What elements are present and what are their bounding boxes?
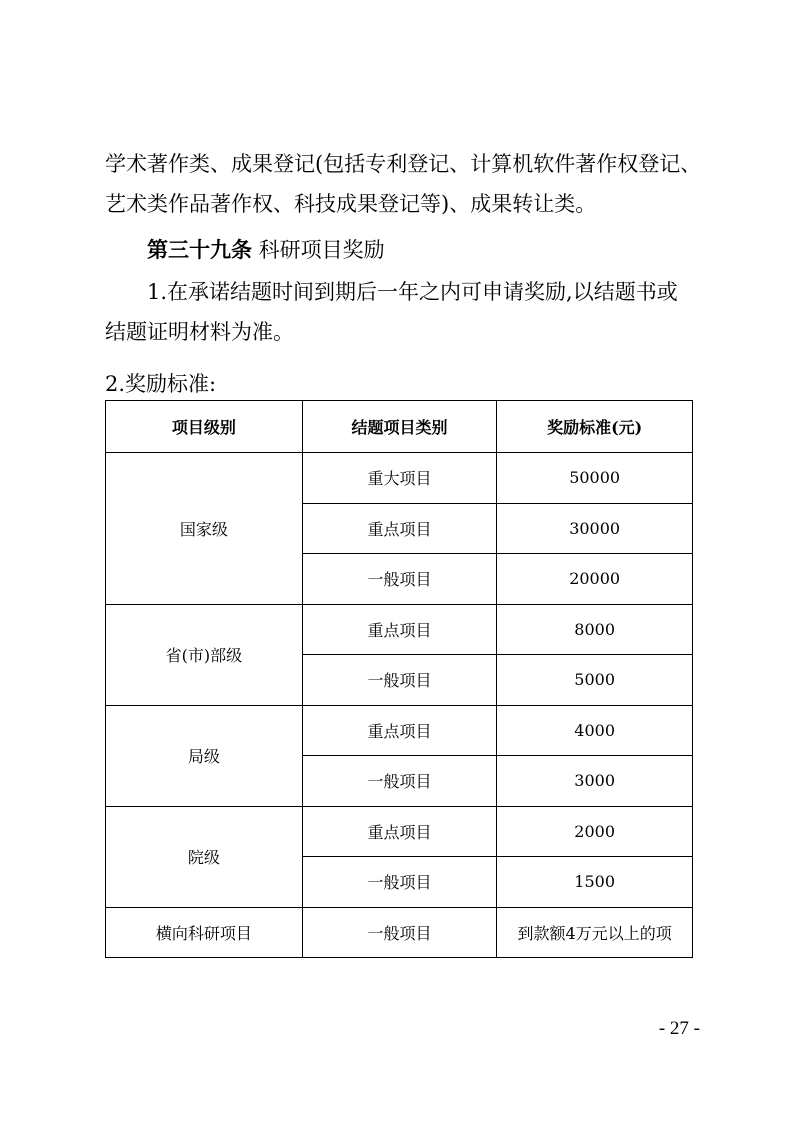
amount-cell: 到款额4万元以上的项: [497, 907, 693, 958]
paragraph-award-standard-label: 2.奖励标准:: [105, 372, 217, 396]
category-cell: 一般项目: [302, 655, 497, 706]
table-header-row: [106, 401, 693, 453]
table-row: [106, 907, 693, 958]
level-cell: 院级: [106, 806, 303, 907]
category-cell: 一般项目: [302, 857, 497, 908]
category-cell: 重点项目: [302, 806, 497, 857]
amount-cell: 2000: [497, 806, 693, 857]
award-standard-table: [105, 400, 693, 958]
paragraph-application-rule: [105, 272, 705, 352]
amount-cell: 50000: [497, 453, 693, 504]
table-row: [106, 604, 693, 655]
page-number: - 27 -: [658, 1018, 700, 1039]
level-cell: 横向科研项目: [106, 907, 303, 958]
header-level: 项目级别: [106, 401, 303, 453]
level-cell: 国家级: [106, 453, 303, 605]
category-cell: 重点项目: [302, 604, 497, 655]
paragraph-achievement-types: [105, 144, 705, 224]
amount-cell: 1500: [497, 857, 693, 908]
header-amount: 奖励标准(元): [497, 401, 693, 453]
amount-cell: 4000: [497, 705, 693, 756]
article-number: 第三十九条: [147, 237, 252, 262]
amount-cell: 3000: [497, 756, 693, 807]
article-title: 科研项目奖励: [258, 238, 385, 262]
table-row: [106, 453, 693, 504]
amount-cell: 20000: [497, 554, 693, 605]
text-line: 结题证明材料为准。: [105, 320, 294, 344]
category-cell: 重点项目: [302, 705, 497, 756]
level-cell: 局级: [106, 705, 303, 806]
category-cell: 重点项目: [302, 503, 497, 554]
text-line: 1.在承诺结题时间到期后一年之内可申请奖励,以结题书或: [147, 280, 678, 304]
text-line: 学术著作类、成果登记(包括专利登记、计算机软件著作权登记、: [105, 152, 702, 176]
text-line: 艺术类作品著作权、科技成果登记等)、成果转让类。: [105, 192, 597, 216]
amount-cell: 30000: [497, 503, 693, 554]
table-row: [106, 806, 693, 857]
category-cell: 一般项目: [302, 756, 497, 807]
category-cell: 一般项目: [302, 907, 497, 958]
header-category: 结题项目类别: [302, 401, 497, 453]
article-heading: [147, 230, 747, 270]
category-cell: 一般项目: [302, 554, 497, 605]
amount-cell: 8000: [497, 604, 693, 655]
table-row: [106, 705, 693, 756]
level-cell: 省(市)部级: [106, 604, 303, 705]
amount-cell: 5000: [497, 655, 693, 706]
category-cell: 重大项目: [302, 453, 497, 504]
